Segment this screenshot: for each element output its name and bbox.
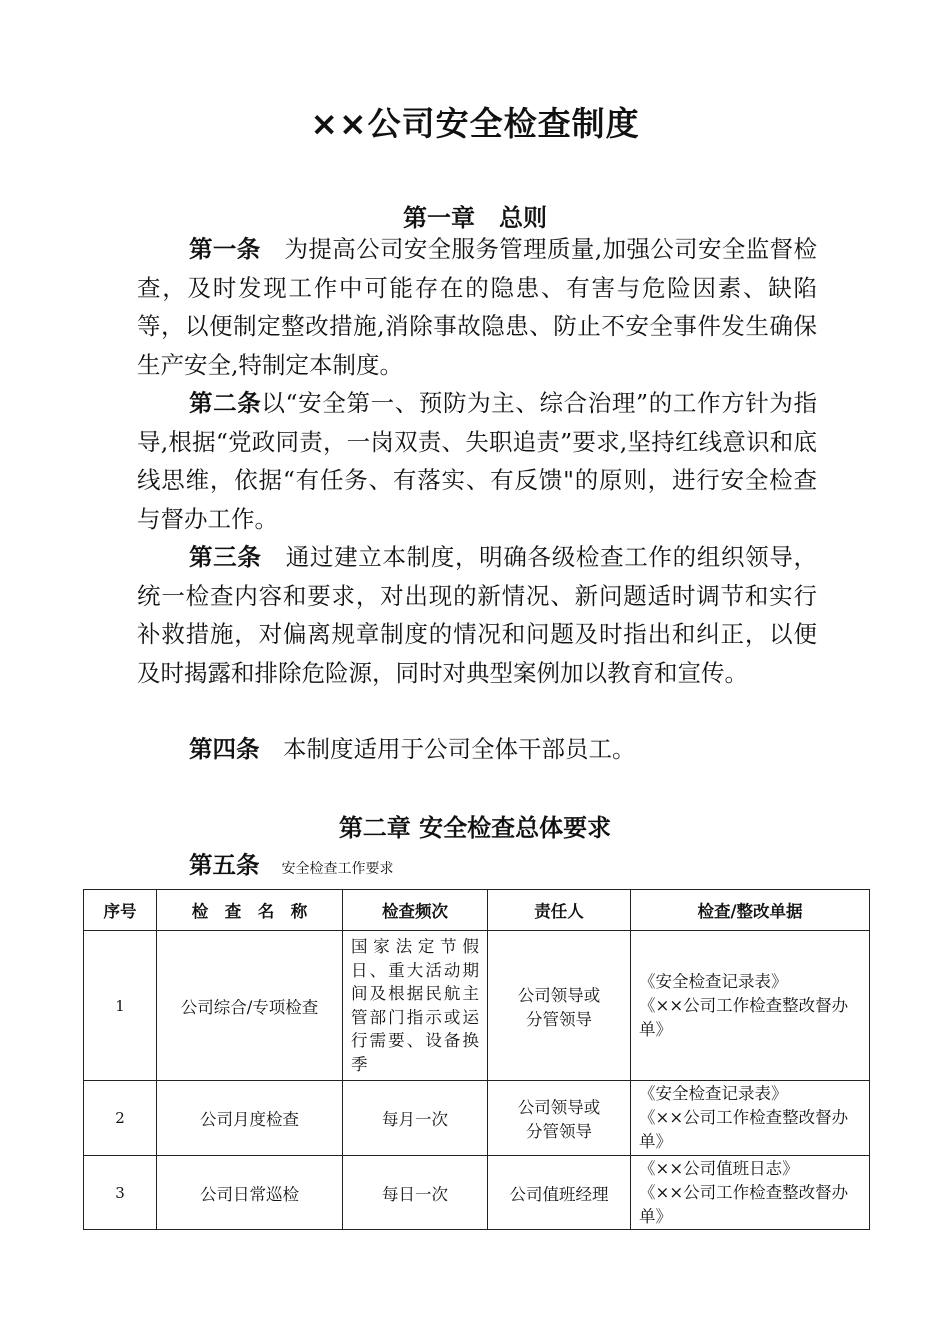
article-2 bbox=[137, 384, 817, 538]
article-3 bbox=[137, 538, 817, 692]
header-frequency: 检查频次 bbox=[343, 890, 488, 931]
article-3-label: 第三条 bbox=[189, 543, 262, 571]
article-1 bbox=[137, 230, 817, 384]
article-4 bbox=[137, 730, 817, 769]
document-item: 《××公司工作检查整改督办单》 bbox=[639, 1108, 849, 1151]
header-no: 序号 bbox=[84, 890, 157, 931]
article-1-label: 第一条 bbox=[189, 235, 261, 263]
header-documents: 检查/整改单据 bbox=[631, 890, 870, 931]
table-row bbox=[84, 931, 870, 1081]
row-owner bbox=[488, 931, 631, 1081]
row-owner bbox=[488, 1081, 631, 1156]
chapter-1-number: 第一章 bbox=[403, 204, 475, 232]
owner-line: 分管领导 bbox=[526, 1009, 592, 1029]
row-frequency: 每日一次 bbox=[343, 1156, 488, 1230]
row-name: 公司日常巡检 bbox=[157, 1156, 343, 1230]
row-documents bbox=[631, 931, 870, 1081]
owner-line: 公司领导或 bbox=[517, 1098, 601, 1117]
owner-line: 分管领导 bbox=[526, 1122, 592, 1141]
chapter-1-heading bbox=[0, 198, 950, 233]
row-no: 3 bbox=[84, 1156, 157, 1230]
document-item: 《××公司工作检查整改督办单》 bbox=[639, 1182, 849, 1226]
inspection-table bbox=[83, 889, 870, 1230]
article-5-desc: 安全检查工作要求 bbox=[281, 861, 394, 877]
table-header-row bbox=[84, 890, 870, 931]
article-4-text: 本制度适用于公司全体干部员工。 bbox=[283, 735, 636, 763]
table-row bbox=[84, 1081, 870, 1156]
article-5 bbox=[189, 846, 394, 880]
row-no: 1 bbox=[84, 931, 157, 1081]
article-3-sep bbox=[262, 543, 286, 571]
article-4-label: 第四条 bbox=[189, 735, 260, 763]
document-item: 《××公司工作检查整改督办单》 bbox=[639, 995, 849, 1039]
row-documents bbox=[631, 1081, 870, 1156]
document-item: 《安全检查记录表》 bbox=[639, 971, 788, 991]
row-owner bbox=[488, 1156, 631, 1230]
chapter-2-heading: 第二章 安全检查总体要求 bbox=[338, 814, 612, 842]
row-name: 公司月度检查 bbox=[157, 1081, 343, 1156]
article-2-text: 以“安全第一、预防为主、综合治理”的工作方针为指导,根据“党政同责，一岗双责、失职追责”要求,坚持红线意识和底线思维，依据“有任务、有落实、有反馈"的原则，进行安全检查与督办工作。 bbox=[137, 389, 818, 533]
article-5-label: 第五条 bbox=[189, 851, 260, 879]
row-frequency: 每月一次 bbox=[343, 1081, 488, 1156]
article-1-text: 为提高公司安全服务管理质量,加强公司安全监督检查，及时发现工作中可能存在的隐患、有害与危险因素、缺陷等，以便制定整改措施,消除事故隐患、防止不安全事件发生确保生产安全,特制定本制度。 bbox=[137, 235, 818, 379]
document-title: ××公司安全检查制度 bbox=[310, 104, 640, 143]
owner-line: 公司值班经理 bbox=[509, 1184, 609, 1204]
row-no: 2 bbox=[84, 1081, 157, 1156]
article-3-text: 通过建立本制度，明确各级检查工作的组织领导，统一检查内容和要求，对出现的新情况、新问题适时调节和实行补救措施，对偏离规章制度的情况和问题及时指出和纠正，以便及时揭露和排除危险源，同时对典型案例加以教育和宣传。 bbox=[137, 543, 818, 687]
row-name: 公司综合/专项检查 bbox=[157, 931, 343, 1081]
article-1-sep bbox=[261, 235, 285, 263]
document-item: 《××公司值班日志》 bbox=[639, 1158, 799, 1178]
header-owner: 责任人 bbox=[488, 890, 631, 931]
header-name: 检 查 名 称 bbox=[157, 890, 343, 931]
owner-line: 公司领导或 bbox=[517, 985, 601, 1005]
table-row bbox=[84, 1156, 870, 1230]
row-documents bbox=[631, 1156, 870, 1230]
document-item: 《安全检查记录表》 bbox=[639, 1084, 788, 1103]
chapter-1-name: 总则 bbox=[499, 204, 547, 232]
article-4-sep bbox=[260, 735, 284, 763]
row-frequency: 国家法定节假日、重大活动期间及根据民航主管部门指示或运行需要、设备换季 bbox=[343, 931, 488, 1081]
article-2-label: 第二条 bbox=[189, 389, 262, 417]
